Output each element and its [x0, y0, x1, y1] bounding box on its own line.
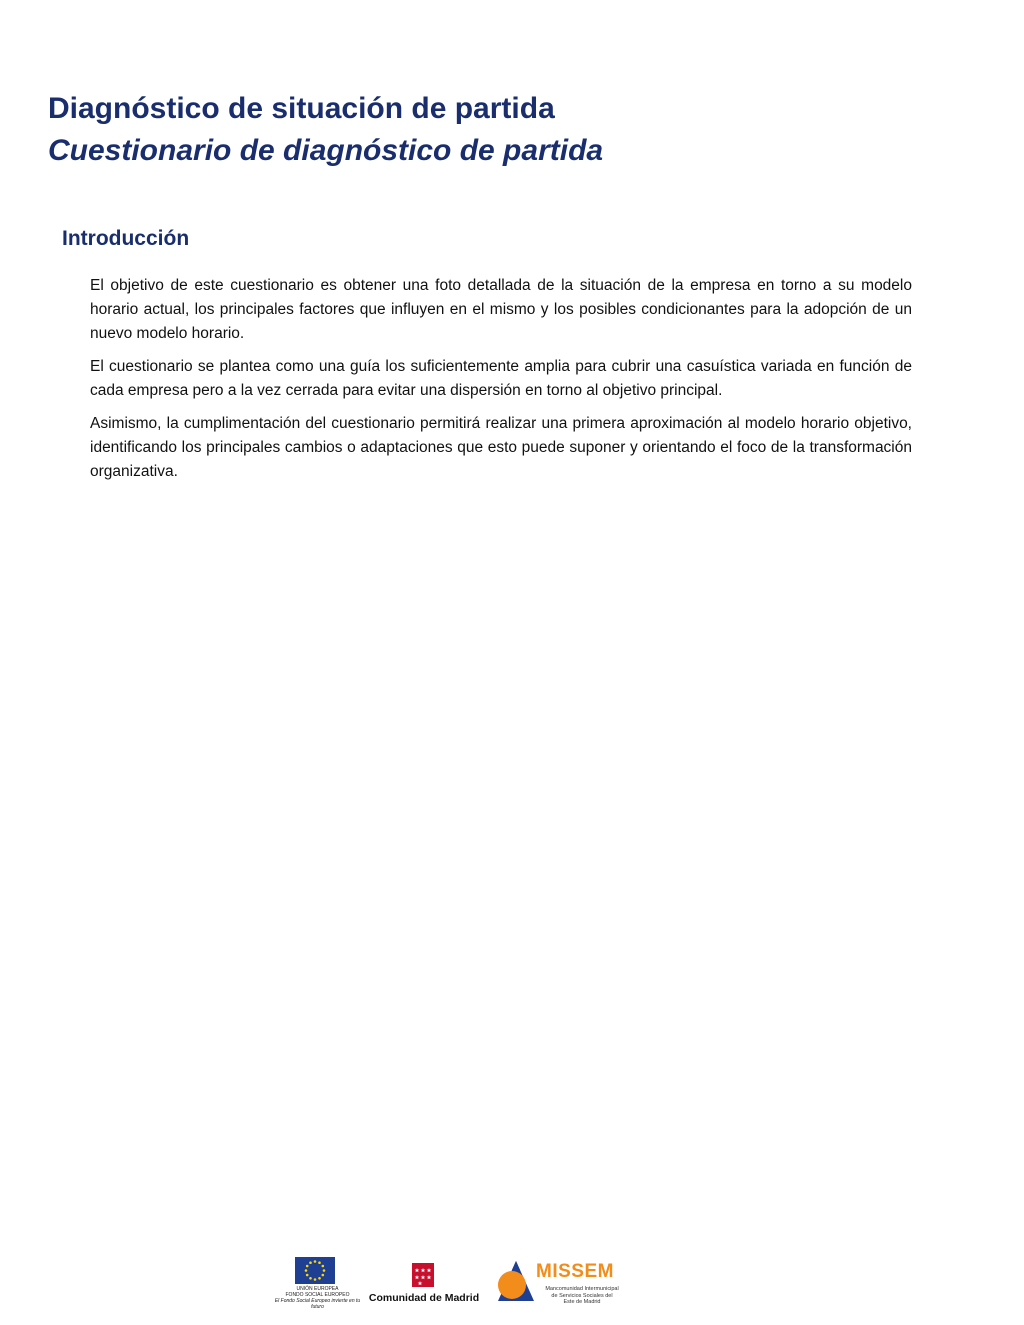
page-subtitle: Cuestionario de diagnóstico de partida — [48, 134, 604, 167]
missem-mark-icon — [496, 1257, 536, 1307]
missem-name: MISSEM — [536, 1261, 614, 1282]
intro-paragraph: El objetivo de este cuestionario es obtener una foto detallada de la situación de la empresa en torno a su modelo horario actual, los principales factores que influyen en el mismo y los posibles condicionantes para la adopción de un nuevo modelo horario. — [90, 277, 912, 342]
madrid-flag-icon — [412, 1263, 434, 1287]
intro-paragraph: El cuestionario se plantea como una guía los suficientemente amplia para cubrir una casuística variada en función de cada empresa pero a la vez cerrada para evitar una dispersión en torno al objetivo principal. — [90, 358, 912, 399]
eu-label: UNIÓN EUROPEA — [296, 1286, 339, 1292]
page-title: Diagnóstico de situación de partida — [48, 92, 555, 125]
missem-sub-line: Este de Madrid — [563, 1299, 601, 1305]
eu-logo — [270, 1255, 365, 1311]
esf-label: FONDO SOCIAL EUROPEO — [285, 1292, 350, 1298]
missem-sub-line: Mancomunidad Intermunicipal — [545, 1286, 619, 1292]
missem-sub-line: de Servicios Sociales del — [551, 1292, 613, 1299]
comunidad-madrid-label: Comunidad de Madrid — [368, 1292, 480, 1304]
footer-logos — [270, 1255, 640, 1315]
introduction-body — [90, 274, 912, 493]
eu-flag-icon — [295, 1257, 335, 1284]
missem-logo — [496, 1255, 636, 1313]
section-heading: Introducción — [62, 227, 190, 250]
esf-tagline: El Fondo Social Europeo invierte en tu futuro — [274, 1298, 361, 1310]
comunidad-madrid-logo — [364, 1263, 484, 1308]
intro-paragraph: Asimismo, la cumplimentación del cuestionario permitirá realizar una primera aproximación al modelo horario objetivo, identificando los principales cambios o adaptaciones que esto puede suponer y orientando el foco de la transformación organizativa. — [90, 415, 912, 480]
